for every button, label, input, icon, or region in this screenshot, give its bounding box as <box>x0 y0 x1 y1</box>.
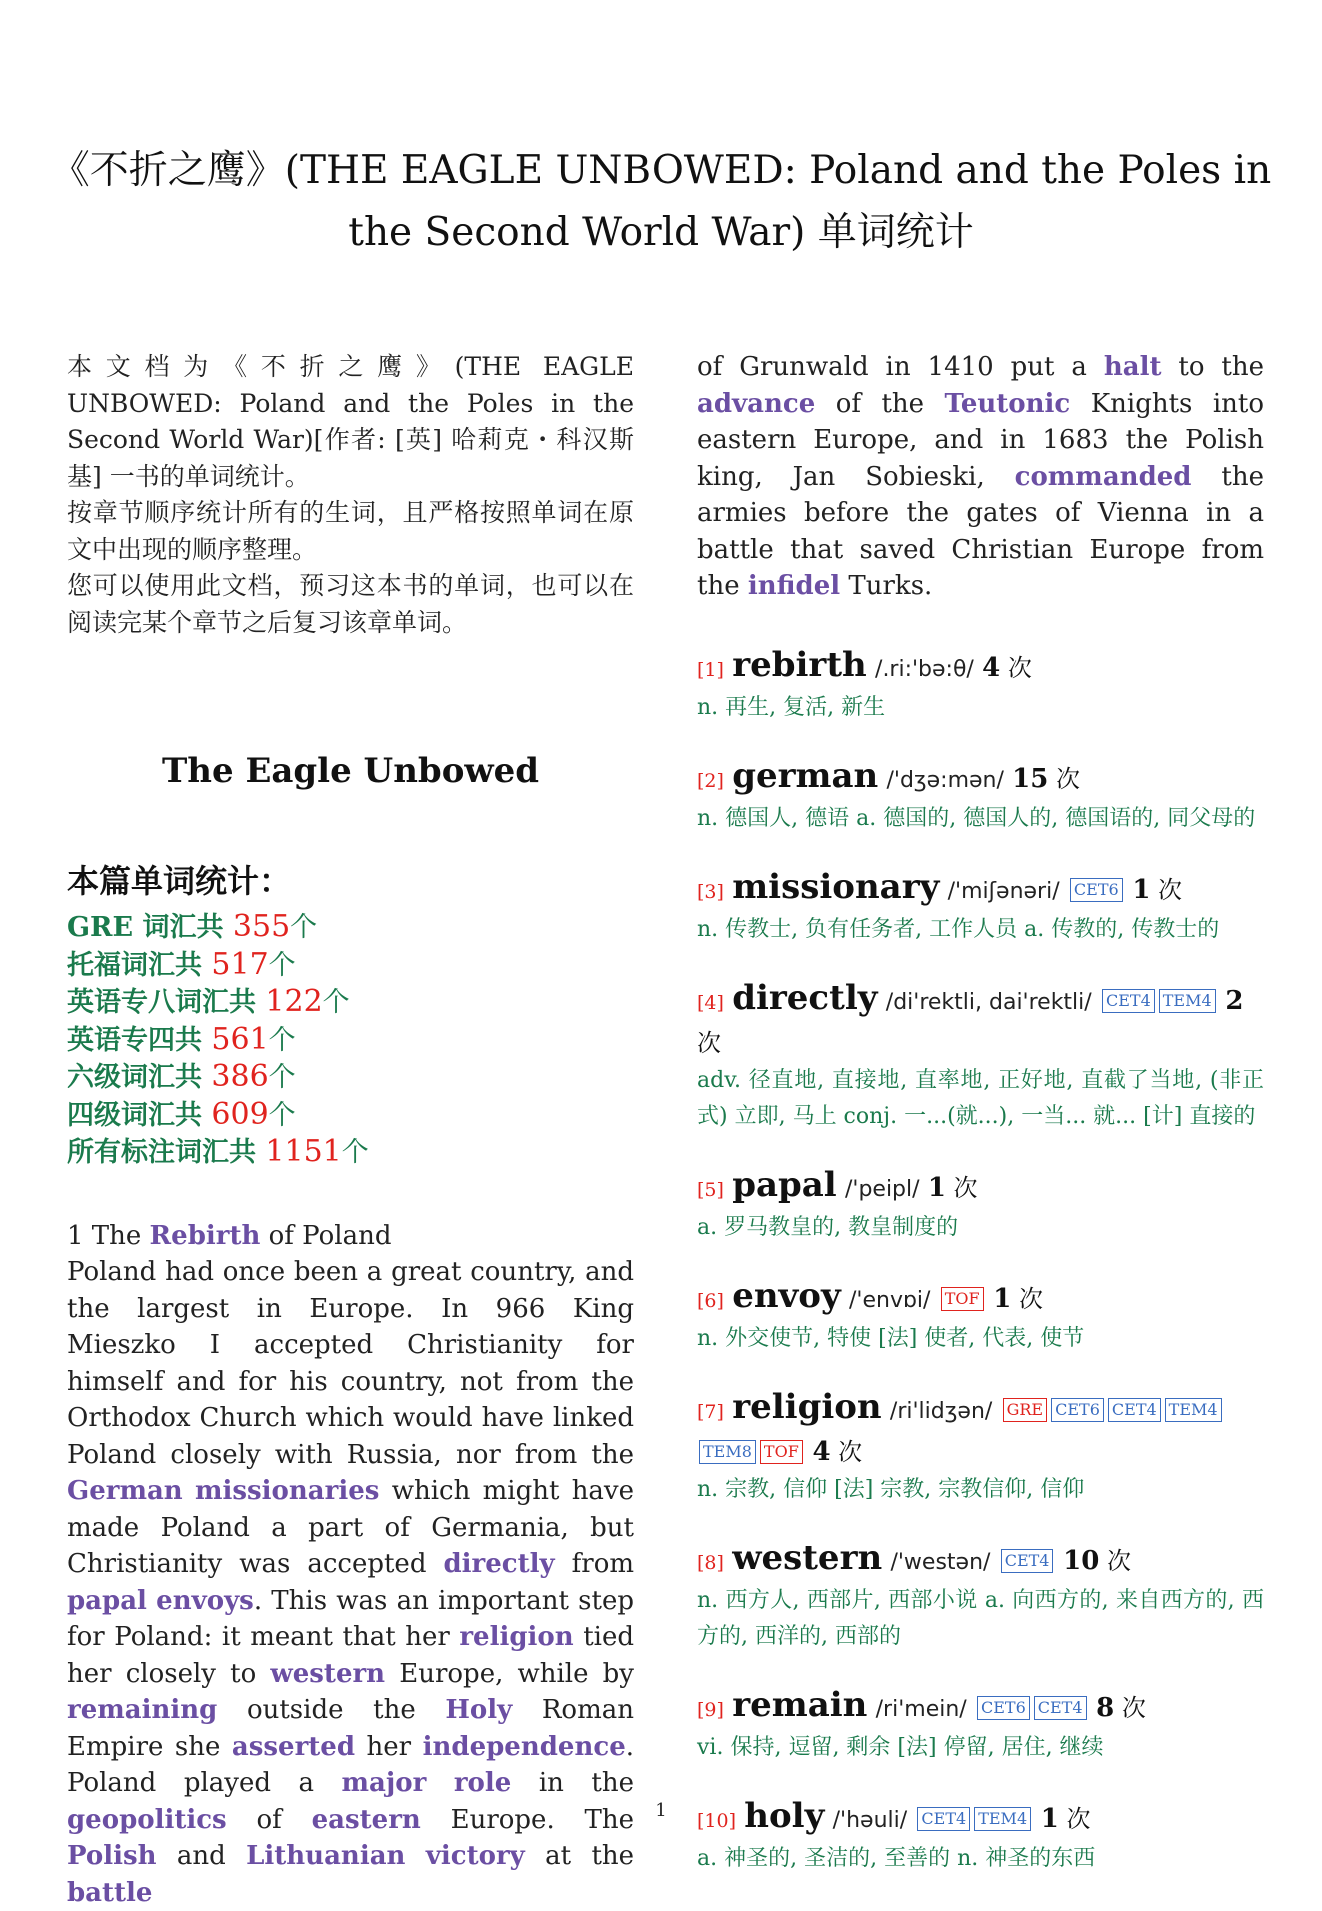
text-run: . Poland played a <box>67 1732 634 1799</box>
keyword: infidel <box>748 571 840 601</box>
vocab-list <box>697 645 1264 1877</box>
stat-cet4 <box>67 1097 634 1135</box>
section-title: The Eagle Unbowed <box>67 749 634 793</box>
entry-index: [2] <box>697 770 724 792</box>
text-run: the armies before the gates of Vienna in a battle that saved Christian Europe from the <box>697 462 1264 602</box>
intro-paragraph-3: 您可以使用此文档，预习这本书的单词，也可以在阅读完某个章节之后复习该章单词。 <box>67 568 634 641</box>
stat-count: 517 <box>211 947 268 982</box>
keyword: missionaries <box>195 1476 379 1506</box>
entry-count <box>1012 765 1080 793</box>
entry-count-number: 1 <box>928 1173 946 1203</box>
keyword: Holy <box>445 1695 512 1725</box>
text-run: of <box>227 1805 312 1835</box>
entry-count-suffix: 次 <box>831 1438 863 1466</box>
entry-word: religion <box>732 1387 881 1427</box>
entry-phonetic: /di'rektli, dai'rektli/ <box>886 990 1092 1015</box>
vocab-entry-head <box>697 756 1264 801</box>
vocab-entry-head <box>697 1165 1264 1210</box>
exam-tag: TEM4 <box>1159 989 1216 1013</box>
entry-word: western <box>732 1538 882 1578</box>
entry-phonetic: /ri'lidʒən/ <box>890 1399 992 1424</box>
entry-count-number: 1 <box>1041 1804 1059 1834</box>
stat-label: 托福词汇共 <box>67 950 211 981</box>
entry-word: holy <box>744 1796 824 1836</box>
entry-word: directly <box>732 978 877 1018</box>
entry-phonetic: /'həuli/ <box>833 1808 908 1833</box>
left-column <box>67 349 634 1911</box>
entry-count-number: 4 <box>982 653 1000 683</box>
stat-unit: 个 <box>269 950 296 981</box>
entry-count-suffix: 次 <box>1048 765 1080 793</box>
chapter-paragraph-continued <box>697 349 1264 605</box>
keyword: geopolitics <box>67 1805 227 1835</box>
keyword: independence <box>423 1732 626 1762</box>
keyword: major <box>342 1768 427 1798</box>
text-run: to the <box>1161 352 1264 382</box>
text-run: Knights into eastern Europe, and in 1683 the Polish king, Jan Sobieski, <box>697 389 1264 492</box>
vocab-entry-head <box>697 645 1264 690</box>
stat-count: 609 <box>211 1097 268 1132</box>
keyword: eastern <box>312 1805 421 1835</box>
entry-count <box>1125 876 1182 904</box>
text-run: of the <box>815 389 944 419</box>
exam-tag: TEM4 <box>974 1807 1031 1831</box>
stat-unit: 个 <box>269 1062 296 1093</box>
entry-phonetic: /'envɒi/ <box>849 1288 930 1313</box>
stat-label: 四级词汇共 <box>67 1100 211 1131</box>
vocab-entry <box>697 867 1264 948</box>
entry-count-number: 2 <box>1225 986 1243 1016</box>
stat-count: 122 <box>265 984 322 1019</box>
text-run: tied her closely to <box>67 1622 634 1689</box>
entry-count-suffix: 次 <box>1099 1547 1131 1575</box>
exam-tag: TOF <box>941 1287 984 1311</box>
keyword: commanded <box>1015 462 1192 492</box>
keyword: halt <box>1104 352 1162 382</box>
entry-count-suffix: 次 <box>1000 654 1032 682</box>
entry-count-number: 4 <box>812 1437 830 1467</box>
stat-toefl <box>67 947 634 985</box>
exam-tag: CET4 <box>1102 989 1155 1013</box>
keyword: Rebirth <box>150 1221 261 1251</box>
entry-word: german <box>732 756 878 796</box>
stat-count: 355 <box>233 909 290 944</box>
entry-definition: a. 罗马教皇的, 教皇制度的 <box>697 1210 1264 1246</box>
entry-count-suffix: 次 <box>1150 876 1182 904</box>
stat-cet6 <box>67 1059 634 1097</box>
chapter-title-rest: of Poland <box>260 1221 391 1251</box>
keyword: battle <box>67 1878 152 1908</box>
entry-phonetic: /.ri:'bə:θ/ <box>875 657 974 682</box>
stat-unit: 个 <box>342 1137 369 1168</box>
vocab-entry-head <box>697 1387 1264 1472</box>
chapter-number: 1 The <box>67 1221 150 1251</box>
text-run: Poland had once been a great country, and the largest in Europe. In 966 King Mieszko I accepted Christianity for himself and for his country, not from the Orthodox Church which would have linked Poland closely with Russia, nor from the <box>67 1257 634 1470</box>
vocab-entry <box>697 1685 1264 1766</box>
text-run: Roman Empire she <box>67 1695 634 1762</box>
vocab-entry <box>697 756 1264 837</box>
entry-phonetic: /'peipl/ <box>845 1177 920 1202</box>
entry-count-number: 10 <box>1063 1546 1099 1576</box>
stats-list <box>67 909 634 1172</box>
vocab-entry-head <box>697 1685 1264 1730</box>
exam-tag: CET4 <box>917 1807 970 1831</box>
exam-tag: TEM4 <box>1165 1398 1222 1422</box>
exam-tag: TEM8 <box>699 1440 756 1464</box>
text-run: in the <box>511 1768 634 1798</box>
entry-count-number: 15 <box>1012 764 1048 794</box>
keyword: advance <box>697 389 815 419</box>
exam-tag: CET6 <box>977 1696 1030 1720</box>
vocab-entry-head <box>697 867 1264 912</box>
entry-index: [8] <box>697 1552 724 1574</box>
intro <box>67 349 634 641</box>
stat-unit: 个 <box>323 987 350 1018</box>
keyword: asserted <box>232 1732 355 1762</box>
entry-word: remain <box>732 1685 867 1725</box>
entry-count-suffix: 次 <box>1059 1805 1091 1833</box>
stat-tem8 <box>67 984 634 1022</box>
entry-count <box>1055 1547 1130 1575</box>
stat-gre <box>67 909 634 947</box>
entry-definition: adv. 径直地, 直接地, 直率地, 正好地, 直截了当地, (非正式) 立即, 马上 conj. 一...(就...), 一当... 就... [计] 直接的 <box>697 1063 1264 1135</box>
stat-unit: 个 <box>269 1025 296 1056</box>
entry-index: [10] <box>697 1810 736 1832</box>
keyword: remaining <box>67 1695 217 1725</box>
right-column <box>697 349 1264 1877</box>
entry-count-suffix: 次 <box>1011 1285 1043 1313</box>
stats-title: 本篇单词统计： <box>67 861 634 901</box>
vocab-entry <box>697 1165 1264 1246</box>
keyword: religion <box>459 1622 573 1652</box>
entry-index: [9] <box>697 1699 724 1721</box>
keyword: envoys <box>156 1586 254 1616</box>
entry-count-suffix: 次 <box>697 1029 721 1057</box>
text-run: from <box>555 1549 634 1579</box>
entry-definition: n. 西方人, 西部片, 西部小说 a. 向西方的, 来自西方的, 西方的, 西洋的, 西部的 <box>697 1583 1264 1655</box>
entry-index: [6] <box>697 1290 724 1312</box>
vocab-entry-head <box>697 1538 1264 1583</box>
entry-phonetic: /ri'mein/ <box>876 1697 967 1722</box>
entry-definition: n. 传教士, 负有任务者, 工作人员 a. 传教的, 传教士的 <box>697 912 1264 948</box>
entry-index: [5] <box>697 1179 724 1201</box>
vocab-entry <box>697 1538 1264 1655</box>
exam-tag: CET4 <box>1108 1398 1161 1422</box>
entry-word: papal <box>732 1165 837 1205</box>
text-run: Europe, while by <box>385 1659 634 1689</box>
keyword: German <box>67 1476 183 1506</box>
stat-tem4 <box>67 1022 634 1060</box>
text-run: at the <box>525 1841 634 1871</box>
chapter-heading <box>67 1218 634 1255</box>
vocab-entry <box>697 978 1264 1135</box>
entry-phonetic: /'miʃənəri/ <box>948 879 1060 904</box>
vocab-entry <box>697 1276 1264 1357</box>
text-run: Turks. <box>840 571 932 601</box>
exam-tag: CET6 <box>1070 878 1123 902</box>
keyword: victory <box>426 1841 525 1871</box>
entry-definition: n. 外交使节, 特使 [法] 使者, 代表, 使节 <box>697 1321 1264 1357</box>
entry-index: [4] <box>697 992 724 1014</box>
entry-definition: a. 神圣的, 圣洁的, 至善的 n. 神圣的东西 <box>697 1841 1264 1877</box>
stat-label: 英语专八词汇共 <box>67 987 265 1018</box>
entry-word: missionary <box>732 867 939 907</box>
stat-label: 六级词汇共 <box>67 1062 211 1093</box>
text-run: . This was an important step for Poland: it meant that her <box>67 1586 634 1653</box>
entry-definition: n. 德国人, 德语 a. 德国的, 德国人的, 德国语的, 同父母的 <box>697 801 1264 837</box>
text-run: of Grunwald in 1410 put a <box>697 352 1104 382</box>
entry-count-suffix: 次 <box>946 1174 978 1202</box>
keyword: Lithuanian <box>246 1841 405 1871</box>
text-run: which might have made Poland a part of Germania, but Christianity was accepted <box>67 1476 634 1579</box>
keyword: directly <box>444 1549 555 1579</box>
stat-all <box>67 1134 634 1172</box>
entry-count <box>986 1285 1043 1313</box>
entry-phonetic: /'westən/ <box>890 1550 990 1575</box>
entry-word: envoy <box>732 1276 841 1316</box>
stat-count: 386 <box>211 1059 268 1094</box>
entry-count-number: 1 <box>993 1284 1011 1314</box>
entry-count <box>805 1438 862 1466</box>
keyword: Teutonic <box>944 389 1070 419</box>
entry-definition: vi. 保持, 逗留, 剩余 [法] 停留, 居住, 继续 <box>697 1730 1264 1766</box>
stat-unit: 个 <box>290 912 317 943</box>
stat-label: 所有标注词汇共 <box>67 1137 265 1168</box>
text-run: outside the <box>217 1695 445 1725</box>
exam-tag: GRE <box>1003 1398 1048 1422</box>
exam-tag: CET4 <box>1034 1696 1087 1720</box>
stat-label: GRE 词汇共 <box>67 912 233 943</box>
intro-paragraph-1: 本文档为《不折之鹰》(THE EAGLE UNBOWED: Poland and the Poles in the Second World War)[作者: [英] 哈莉克・科汉斯基] 一书的单词统计。 <box>67 349 634 495</box>
exam-tag: CET4 <box>1001 1549 1054 1573</box>
entry-count-number: 8 <box>1096 1693 1114 1723</box>
vocab-entry-head <box>697 978 1264 1063</box>
entry-count-number: 1 <box>1132 875 1150 905</box>
entry-index: [3] <box>697 881 724 903</box>
entry-index: [7] <box>697 1401 724 1423</box>
entry-index: [1] <box>697 659 724 681</box>
exam-tag: CET6 <box>1051 1398 1104 1422</box>
keyword: Polish <box>67 1841 157 1871</box>
entry-count <box>1089 1694 1146 1722</box>
stat-label: 英语专四共 <box>67 1025 211 1056</box>
entry-count <box>982 654 1032 682</box>
exam-tag: TOF <box>760 1440 803 1464</box>
stat-unit: 个 <box>269 1100 296 1131</box>
stat-count: 561 <box>211 1022 268 1057</box>
vocab-entry-head <box>697 1276 1264 1321</box>
vocab-entry <box>697 645 1264 726</box>
vocab-entry <box>697 1387 1264 1508</box>
text-run: and <box>157 1841 247 1871</box>
text-run: her <box>355 1732 423 1762</box>
entry-word: rebirth <box>732 645 867 685</box>
entry-count-suffix: 次 <box>1114 1694 1146 1722</box>
keyword: western <box>270 1659 385 1689</box>
stat-count: 1151 <box>265 1134 341 1169</box>
entry-definition: n. 再生, 复活, 新生 <box>697 690 1264 726</box>
intro-paragraph-2: 按章节顺序统计所有的生词，且严格按照单词在原文中出现的顺序整理。 <box>67 495 634 568</box>
text-run: Europe. The <box>421 1805 634 1835</box>
keyword: papal <box>67 1586 147 1616</box>
keyword: role <box>454 1768 511 1798</box>
entry-phonetic: /'dʒə:mən/ <box>887 768 1004 793</box>
entry-count <box>928 1174 978 1202</box>
page-title: 《不折之鹰》(THE EAGLE UNBOWED: Poland and the Poles in the Second World War) 单词统计 <box>40 140 1282 264</box>
entry-definition: n. 宗教, 信仰 [法] 宗教, 宗教信仰, 信仰 <box>697 1472 1264 1508</box>
page-number: 1 <box>0 1800 1322 1821</box>
